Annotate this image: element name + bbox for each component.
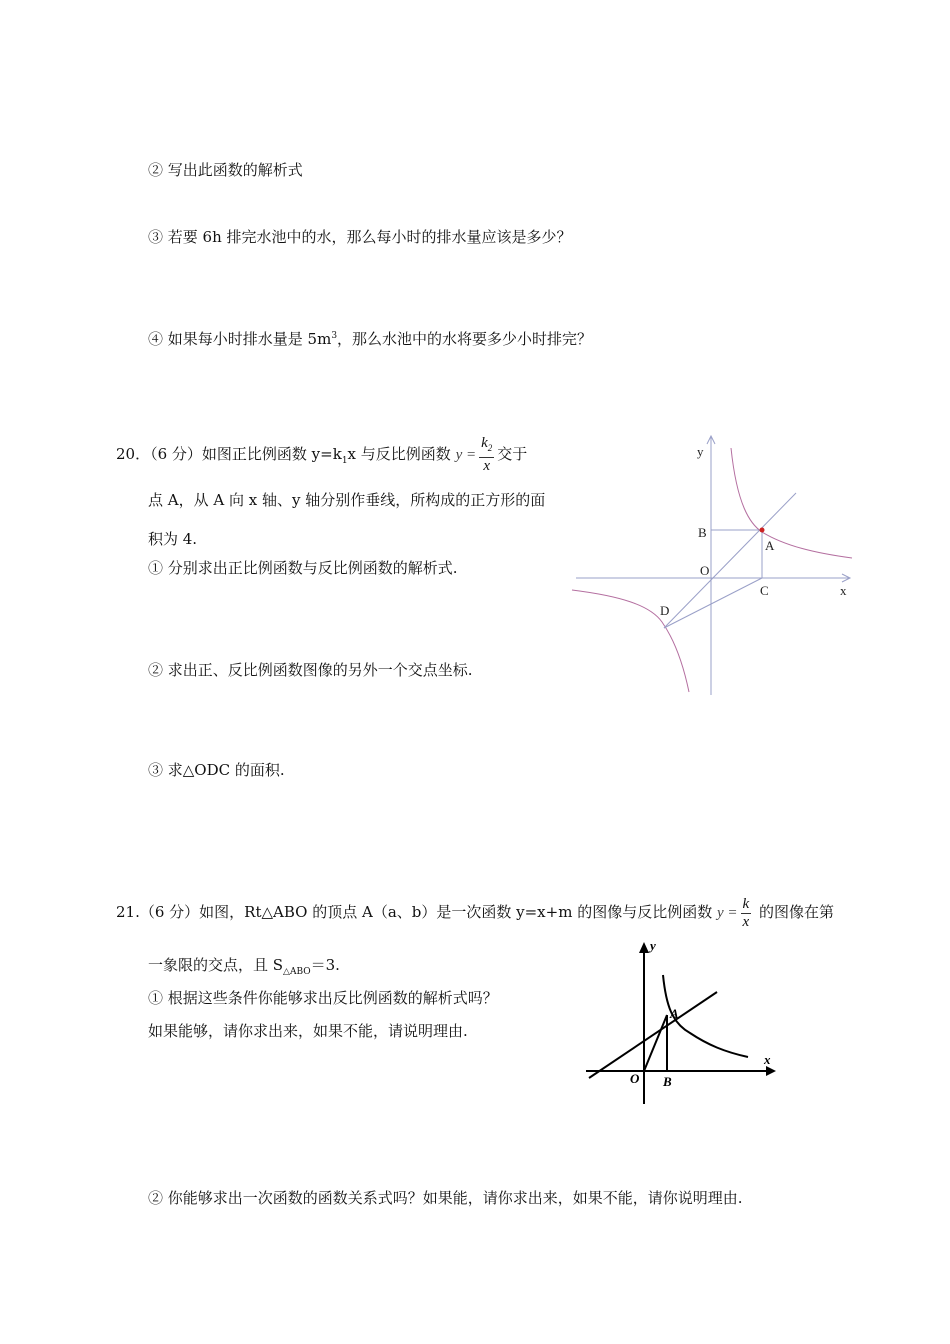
q19-item-3: ③ 若要 6h 排完水池中的水，那么每小时的排水量应该是多少？ xyxy=(148,228,572,246)
q19-item-4: ④ 如果每小时排水量是 $5m^3$，那么水池中的水将要多少小时排完？ xyxy=(148,330,593,348)
q21-line-2: 一象限的交点，且 $S_{\triangle ABO}=3$. xyxy=(148,956,340,977)
q20-fraction: $\frac{k_2}{x}$ xyxy=(481,435,493,474)
q21-line-1: 21.（6 分）如图，Rt△ABO 的顶点 A（a、b）是一次函数 y=x+m 的图像与反比例函数 y = $\frac{k}{x}$ 的图像在第 xyxy=(116,895,834,930)
q21-label-b: B xyxy=(663,1074,672,1089)
q21-label-a: A xyxy=(670,1006,679,1021)
q20-label-c: C xyxy=(760,583,769,598)
q21-y-equals: y = xyxy=(716,905,738,921)
q21-item-1-cont: 如果能够，请你求出来，如果不能，请说明理由. xyxy=(148,1022,468,1040)
q20-line-1: 20．（6 分）如图正比例函数 $y=k_1x$ 与反比例函数 y = $\frac{k_2}{x}$ 交于 xyxy=(116,435,528,474)
q20-item-1: ① 分别求出正比例函数与反比例函数的解析式. xyxy=(148,559,458,577)
q20-figure xyxy=(566,430,866,700)
q21-label-o: O xyxy=(630,1071,640,1086)
q20-label-a: A xyxy=(765,538,775,553)
q20-line-y-k1x xyxy=(664,493,796,628)
q20-label-b: B xyxy=(698,525,707,540)
q20-label-d: D xyxy=(660,603,670,618)
q21-item-2: ② 你能够求出一次函数的函数关系式吗？如果能，请你求出来，如果不能，请你说明理由. xyxy=(148,1189,743,1207)
q21-fraction: $\frac{k}{x}$ xyxy=(742,895,750,930)
q20-label-y: y xyxy=(697,444,704,459)
q21-line-y-x-plus-m xyxy=(589,992,717,1078)
q20-item-3: ③ 求△ODC 的面积. xyxy=(148,761,285,779)
q20-point-a xyxy=(760,528,765,533)
q20-label-x: x xyxy=(840,583,847,598)
q20-y-equals: y = xyxy=(455,447,477,463)
q19-item-2: ② 写出此函数的解析式 xyxy=(148,161,303,179)
q21-label-y: y xyxy=(650,938,656,953)
q20-line-2: 点 A，从 A 向 x 轴、y 轴分别作垂线，所构成的正方形的面 xyxy=(148,491,546,509)
q20-hyperbola-branch-3 xyxy=(572,590,689,692)
q20-label-o: O xyxy=(700,563,710,578)
q21-item-1: ① 根据这些条件你能够求出反比例函数的解析式吗？ xyxy=(148,989,498,1007)
q21-label-x: x xyxy=(764,1052,771,1067)
q20-item-2: ② 求出正、反比例函数图像的另外一个交点坐标. xyxy=(148,661,473,679)
q21-figure xyxy=(582,938,782,1108)
q20-segment-dc xyxy=(664,578,762,628)
q20-line-3: 积为 4. xyxy=(148,530,198,548)
q21-segment-oa xyxy=(644,1015,667,1071)
